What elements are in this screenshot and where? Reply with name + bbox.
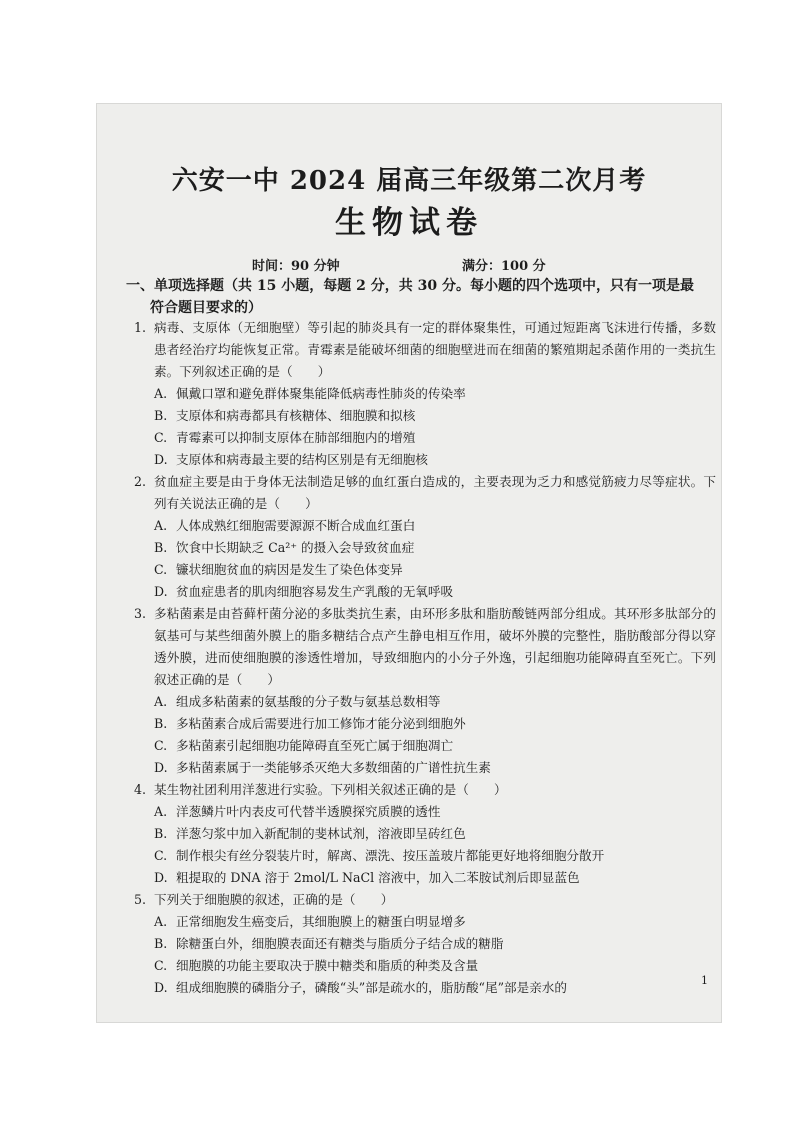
question-text: 某生物社团利用洋葱进行实验。下列相关叙述正确的是（ ） (154, 782, 507, 797)
exam-time: 时间：90 分钟 (252, 259, 340, 274)
option-label: C. (154, 430, 168, 445)
option-text: 镰状细胞贫血的病因是发生了染色体变异 (176, 562, 403, 577)
question-number: 4. (134, 782, 147, 797)
question-3-stem (134, 603, 716, 691)
question-1-stem (134, 317, 716, 383)
question-list (134, 317, 716, 999)
option-d (134, 867, 716, 889)
option-b (134, 537, 716, 559)
option-b (134, 823, 716, 845)
option-label: D. (154, 760, 168, 775)
option-b (134, 933, 716, 955)
option-label: A. (154, 386, 168, 401)
option-text: 贫血症患者的肌肉细胞容易发生产乳酸的无氧呼吸 (176, 584, 454, 599)
option-a (134, 515, 716, 537)
question-text: 贫血症主要是由于身体无法制造足够的血红蛋白造成的，主要表现为乏力和感觉筋疲力尽等症状。下列有关说法正确的是（ ） (154, 474, 716, 511)
option-text: 饮食中长期缺乏 Ca²⁺ 的摄入会导致贫血症 (176, 540, 415, 555)
option-c (134, 559, 716, 581)
option-text: 制作根尖有丝分裂装片时，解离、漂洗、按压盖玻片都能更好地将细胞分散开 (176, 848, 605, 863)
option-b (134, 713, 716, 735)
question-3 (134, 603, 716, 779)
exam-subtitle: 生物试卷 (335, 205, 483, 241)
option-text: 支原体和病毒最主要的结构区别是有无细胞核 (176, 452, 428, 467)
question-number: 1. (134, 320, 147, 335)
option-text: 多粘菌素合成后需要进行加工修饰才能分泌到细胞外 (176, 716, 466, 731)
option-text: 多粘菌素属于一类能够杀灭绝大多数细菌的广谱性抗生素 (176, 760, 491, 775)
option-label: D. (154, 870, 168, 885)
option-text: 除糖蛋白外，细胞膜表面还有糖类与脂质分子结合成的糖脂 (176, 936, 504, 951)
option-label: C. (154, 958, 168, 973)
option-d (134, 977, 716, 999)
exam-score: 满分：100 分 (462, 259, 546, 274)
question-5 (134, 889, 716, 999)
option-label: A. (154, 518, 168, 533)
option-label: A. (154, 804, 168, 819)
question-text: 多粘菌素是由苔藓杆菌分泌的多肽类抗生素，由环形多肽和脂肪酸链两部分组成。其环形多肽部分的氨基可与某些细菌外膜上的脂多糖结合点产生静电相互作用，破坏外膜的完整性，脂肪酸部分得以穿透外膜，进而使细胞膜的渗透性增加，导致细胞内的小分子外逸，引起细胞功能障碍直至死亡。下列叙述正确的是（ ） (154, 606, 716, 687)
question-number: 3. (134, 606, 147, 621)
option-label: D. (154, 980, 168, 995)
option-text: 组成多粘菌素的氨基酸的分子数与氨基总数相等 (176, 694, 441, 709)
option-label: A. (154, 694, 168, 709)
option-d (134, 757, 716, 779)
option-a (134, 801, 716, 823)
exam-title: 六安一中 2024 届高三年级第二次月考 (171, 166, 647, 196)
option-text: 青霉素可以抑制支原体在肺部细胞内的增殖 (176, 430, 416, 445)
question-5-stem (134, 889, 716, 911)
option-text: 细胞膜的功能主要取决于膜中糖类和脂质的种类及含量 (176, 958, 479, 973)
option-text: 佩戴口罩和避免群体聚集能降低病毒性肺炎的传染率 (176, 386, 466, 401)
section-heading-line2: 符合题目要求的） (150, 300, 262, 316)
option-c (134, 427, 716, 449)
option-d (134, 581, 716, 603)
option-label: D. (154, 452, 168, 467)
question-number: 5. (134, 892, 147, 907)
question-text: 下列关于细胞膜的叙述，正确的是（ ） (154, 892, 394, 907)
option-text: 洋葱匀浆中加入新配制的斐林试剂，溶液即呈砖红色 (176, 826, 466, 841)
option-label: B. (154, 716, 168, 731)
option-label: B. (154, 540, 168, 555)
option-text: 支原体和病毒都具有核糖体、细胞膜和拟核 (176, 408, 416, 423)
question-number: 2. (134, 474, 147, 489)
question-4 (134, 779, 716, 889)
option-label: C. (154, 848, 168, 863)
option-text: 人体成熟红细胞需要源源不断合成血红蛋白 (176, 518, 416, 533)
question-text: 病毒、支原体（无细胞壁）等引起的肺炎具有一定的群体聚集性，可通过短距离飞沫进行传播，多数患者经治疗均能恢复正常。青霉素是能破坏细菌的细胞壁进而在细菌的繁殖期起杀菌作用的一类抗生素。下列叙述正确的是（ ） (154, 320, 716, 379)
question-2 (134, 471, 716, 603)
option-text: 洋葱鳞片叶内表皮可代替半透膜探究质膜的透性 (176, 804, 441, 819)
option-d (134, 449, 716, 471)
option-c (134, 845, 716, 867)
option-a (134, 691, 716, 713)
option-text: 粗提取的 DNA 溶于 2mol/L NaCl 溶液中，加入二苯胺试剂后即显蓝色 (176, 870, 580, 885)
question-2-stem (134, 471, 716, 515)
option-b (134, 405, 716, 427)
section-heading-line1: 一、单项选择题（共 15 小题，每题 2 分，共 30 分。每小题的四个选项中，只有一项是最 (126, 278, 694, 294)
section-heading (126, 275, 716, 319)
option-label: C. (154, 562, 168, 577)
option-a (134, 911, 716, 933)
option-text: 多粘菌素引起细胞功能障碍直至死亡属于细胞凋亡 (176, 738, 454, 753)
option-label: B. (154, 408, 168, 423)
exam-paper (96, 103, 722, 1023)
option-c (134, 955, 716, 977)
option-c (134, 735, 716, 757)
question-1 (134, 317, 716, 471)
option-label: B. (154, 936, 168, 951)
option-label: D. (154, 584, 168, 599)
option-text: 正常细胞发生癌变后，其细胞膜上的糖蛋白明显增多 (176, 914, 466, 929)
option-label: A. (154, 914, 168, 929)
option-label: B. (154, 826, 168, 841)
question-4-stem (134, 779, 716, 801)
page-number: 1 (701, 974, 708, 987)
option-a (134, 383, 716, 405)
option-label: C. (154, 738, 168, 753)
option-text: 组成细胞膜的磷脂分子，磷酸“头”部是疏水的，脂肪酸“尾”部是亲水的 (176, 980, 567, 995)
